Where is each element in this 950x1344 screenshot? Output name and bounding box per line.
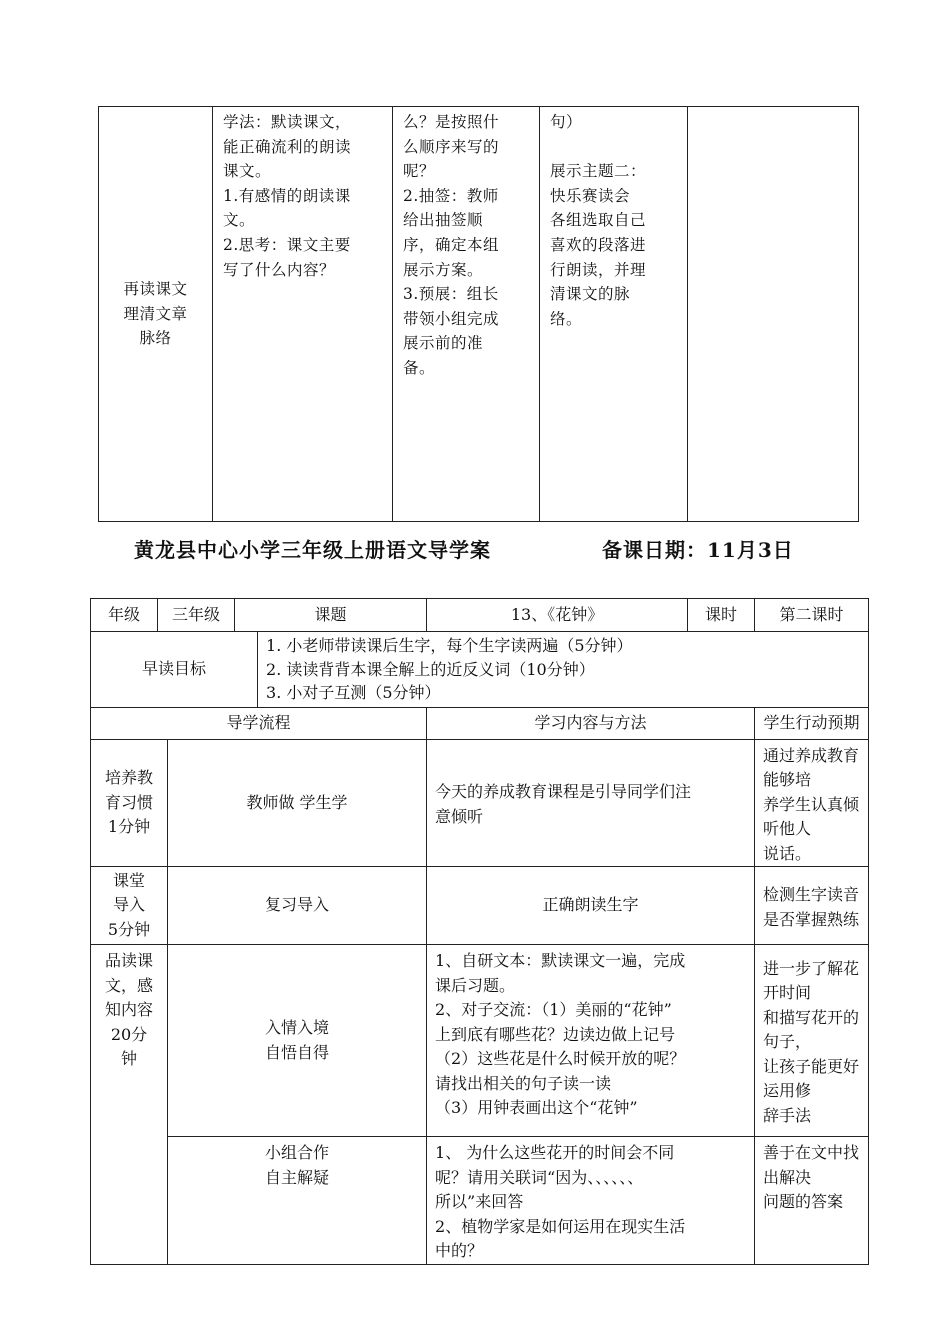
table-row	[91, 945, 869, 1137]
stage-cell: 课堂 导入 5分钟	[91, 867, 168, 945]
expect-cell: 善于在文中找出解决 问题的答案	[755, 1137, 869, 1265]
expect-header: 学生行动预期	[755, 707, 869, 739]
content-cell: 1、自研文本：默读课文一遍，完成 课后习题。 2、对子交流：（1）美丽的“花钟” 上到底有哪些花？边读边做上记号 （2）这些花是什么时候开放的呢？ 请找出相关的句子读一读 （3）用钟表画出这个“花钟”	[427, 945, 755, 1137]
stage-cell: 品读课 文，感 知内容 20分 钟	[91, 945, 168, 1265]
goal-item: 2. 读读背背本课全解上的近反义词（10分钟）	[266, 659, 595, 679]
morning-label: 早读目标	[91, 632, 258, 708]
morning-row	[91, 632, 869, 708]
steps-cell: 么？是按照什 么顺序来写的 呢？ 2.抽签：教师 给出抽签顺 序，确定本组 展示方案。 3.预展：组长 带领小组完成 展示前的准 备。	[393, 107, 540, 522]
goal-item: 3. 小对子互测（5分钟）	[266, 683, 441, 702]
expect-cell: 进一步了解花开时间 和描写花开的句子， 让孩子能更好运用修 辞手法	[755, 945, 869, 1137]
activity-cell: 入情入境 自悟自得	[168, 945, 427, 1137]
flow-header: 导学流程	[91, 707, 427, 739]
prep-date: 备课日期：11月3日	[602, 538, 794, 562]
display-cell: 句） 展示主题二： 快乐赛读会 各组选取自己 喜欢的段落进 行朗读，并理 清课文的脉 络。	[540, 107, 688, 522]
topic-value: 13、《花钟》	[427, 599, 688, 632]
header-row	[91, 599, 869, 632]
period-label: 课时	[688, 599, 755, 632]
method-cell: 学法：默读课文， 能正确流利的朗读 课文。 1.有感情的朗读课 文。 2.思考：课文主要 写了什么内容？	[213, 107, 393, 522]
activity-cell: 复习导入	[168, 867, 427, 945]
content-cell: 今天的养成教育课程是引导同学们注 意倾听	[427, 739, 755, 867]
morning-goals	[258, 632, 869, 708]
content-header: 学习内容与方法	[427, 707, 755, 739]
expect-cell: 检测生字读音 是否掌握熟练	[755, 867, 869, 945]
table-row	[91, 1137, 869, 1265]
grade-value: 三年级	[158, 599, 235, 632]
expect-cell: 通过养成教育能够培 养学生认真倾听他人 说话。	[755, 739, 869, 867]
content-cell: 1、 为什么这些花开的时间会不同 呢？请用关联词“因为、、、、、、 所以”来回答 2、植物学家是如何运用在现实生活 中的？	[427, 1137, 755, 1265]
document-title: 黄龙县中心小学三年级上册语文导学案	[134, 538, 491, 562]
goal-item: 1. 小老师带读课后生字，每个生字读两遍（5分钟）	[266, 636, 633, 655]
column-header-row	[91, 707, 869, 739]
stage-cell: 培养教 育习惯 1分钟	[91, 739, 168, 867]
topic-label: 课题	[235, 599, 427, 632]
activity-cell: 教师做 学生学	[168, 739, 427, 867]
activity-cell: 小组合作 自主解疑	[168, 1137, 427, 1265]
lesson-plan-table	[90, 598, 869, 1265]
grade-label: 年级	[91, 599, 158, 632]
table-row	[91, 867, 869, 945]
period-value: 第二课时	[755, 599, 869, 632]
table-row	[91, 739, 869, 867]
empty-cell	[688, 107, 859, 522]
top-table	[98, 106, 859, 522]
stage-cell: 再读课文 理清文章 脉络	[99, 107, 213, 522]
content-cell: 正确朗读生字	[427, 867, 755, 945]
